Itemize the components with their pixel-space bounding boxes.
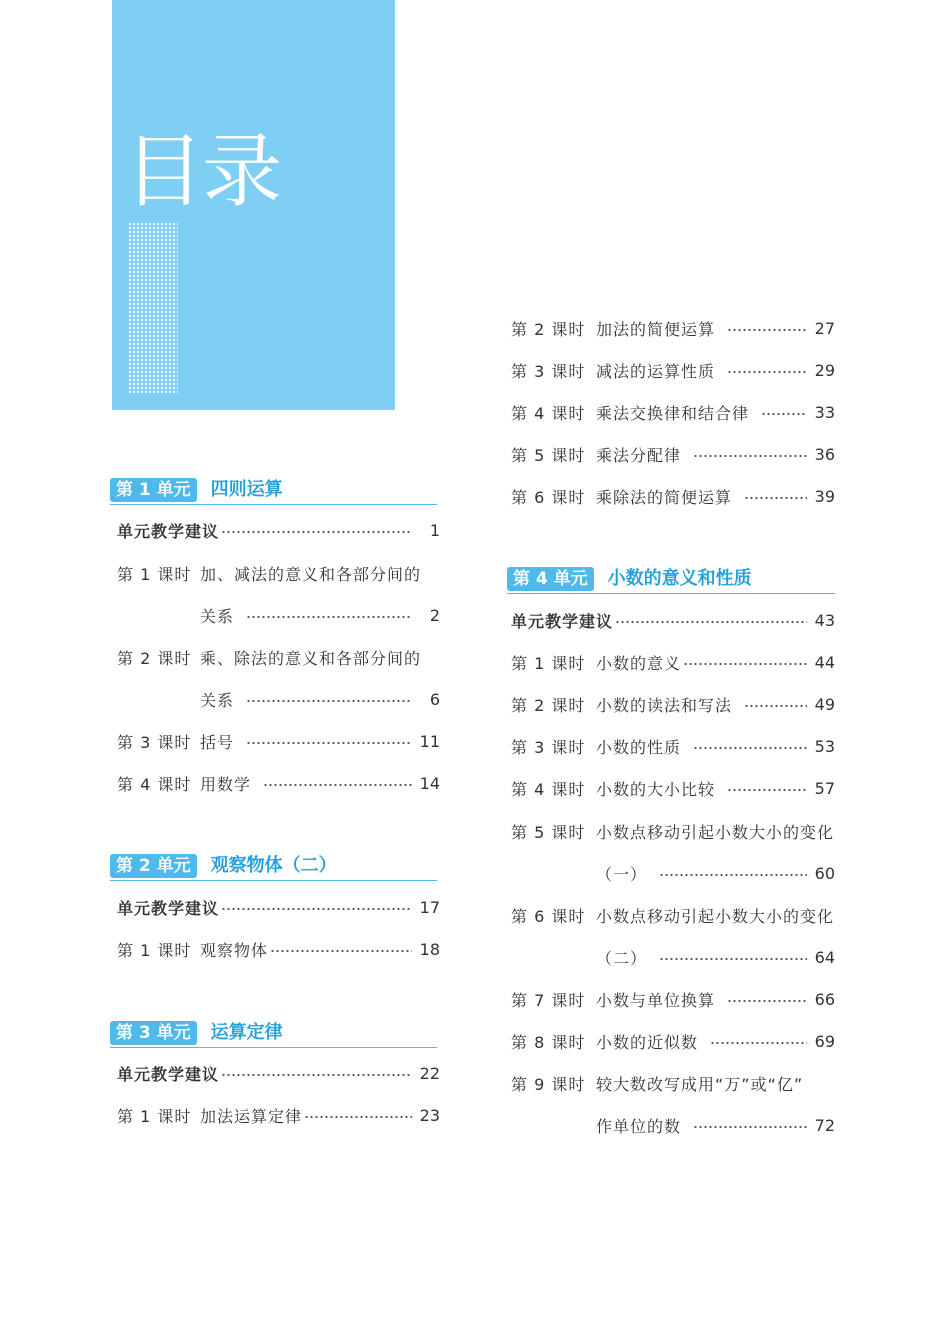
entry-label: 单元教学建议 — [117, 1064, 220, 1084]
lesson-title: 加法的简便运算 — [596, 319, 716, 339]
dot-leader — [744, 704, 807, 708]
page-number: 14 — [419, 773, 440, 793]
entry-label: 单元教学建议 — [117, 521, 220, 541]
unit-3-name: 运算定律 — [210, 1022, 283, 1043]
page-number: 72 — [814, 1115, 835, 1135]
lesson-label: 第 1 课时 — [117, 1106, 192, 1126]
lesson-label: 第 4 课时 — [511, 403, 586, 423]
unit-1-name: 四则运算 — [210, 479, 283, 500]
unit-2-name: 观察物体（二） — [210, 855, 337, 876]
lesson-label: 第 8 课时 — [511, 1032, 586, 1052]
toc-entry-unit3-lesson1 — [117, 1100, 440, 1130]
unit-1-header — [110, 478, 437, 505]
toc-entry-unit1-lesson4 — [117, 768, 440, 798]
lesson-label: 第 5 课时 — [511, 445, 586, 465]
dot-leader — [221, 1073, 412, 1077]
lesson-title: 括号 — [200, 732, 235, 752]
page-number: 2 — [429, 605, 440, 625]
dot-leader — [246, 699, 412, 703]
dot-leader — [246, 741, 412, 745]
page-number: 23 — [419, 1105, 440, 1125]
toc-entry-unit4-lesson6-cont — [511, 942, 835, 972]
lesson-label: 第 1 课时 — [511, 653, 586, 673]
lesson-title: 小数与单位换算 — [596, 990, 716, 1010]
lesson-label: 第 2 课时 — [117, 648, 192, 668]
dot-leader — [727, 370, 807, 374]
lesson-title: 小数的大小比较 — [596, 779, 716, 799]
lesson-label: 第 2 课时 — [511, 695, 586, 715]
lesson-title: 加、减法的意义和各部分间的 — [200, 564, 422, 584]
dot-leader — [727, 999, 807, 1003]
dot-leader — [744, 496, 807, 500]
toc-entry-unit1-lesson3 — [117, 726, 440, 756]
lesson-label: 第 4 课时 — [511, 779, 586, 799]
page-number: 27 — [814, 318, 835, 338]
toc-entry-unit1-lesson2-cont — [117, 684, 440, 714]
lesson-title: 小数的读法和写法 — [596, 695, 733, 715]
lesson-title: 用数学 — [200, 774, 252, 794]
lesson-title: 小数的近似数 — [596, 1032, 699, 1052]
lesson-label: 第 6 课时 — [511, 906, 586, 926]
page-number: 33 — [814, 402, 835, 422]
lesson-title-continued: （二） — [596, 948, 648, 968]
page-number: 17 — [419, 897, 440, 917]
dot-leader — [693, 746, 807, 750]
page-number: 6 — [429, 689, 440, 709]
page-number: 18 — [419, 939, 440, 959]
lesson-title: 减法的运算性质 — [596, 361, 716, 381]
lesson-label: 第 2 课时 — [511, 319, 586, 339]
dot-leader — [615, 620, 807, 624]
dot-leader — [727, 328, 807, 332]
lesson-title-continued: （一） — [596, 864, 648, 884]
page-number: 64 — [814, 947, 835, 967]
toc-entry-unit3-lesson6 — [511, 481, 835, 511]
toc-entry-unit3-lesson5 — [511, 439, 835, 469]
toc-entry-unit4-lesson5-cont — [511, 858, 835, 888]
lesson-label: 第 3 课时 — [117, 732, 192, 752]
dot-leader — [761, 412, 807, 416]
entry-label: 单元教学建议 — [511, 611, 614, 631]
page-number: 29 — [814, 360, 835, 380]
unit-4-header — [507, 567, 835, 594]
lesson-title-continued: 关系 — [200, 606, 235, 626]
toc-entry-unit4-lesson7 — [511, 984, 835, 1014]
page-number: 36 — [814, 444, 835, 464]
toc-entry-unit4-advice — [511, 605, 835, 635]
lesson-label: 第 3 课时 — [511, 737, 586, 757]
page-title: 目录 — [124, 125, 280, 218]
unit-2-header — [110, 854, 437, 881]
dot-leader — [270, 949, 412, 953]
page-number: 57 — [814, 778, 835, 798]
toc-entry-unit4-lesson9 — [511, 1068, 835, 1098]
toc-entry-unit1-lesson2 — [117, 642, 440, 672]
dot-leader — [659, 873, 807, 877]
toc-entry-unit1-advice — [117, 515, 440, 545]
page-number: 43 — [814, 610, 835, 630]
lesson-label: 第 7 课时 — [511, 990, 586, 1010]
toc-entry-unit3-advice — [117, 1058, 440, 1088]
lesson-label: 第 6 课时 — [511, 487, 586, 507]
unit-3-badge: 第 3 单元 — [110, 1021, 197, 1045]
unit-4-badge: 第 4 单元 — [507, 567, 594, 591]
lesson-title: 较大数改写成用“万”或“亿” — [596, 1074, 804, 1094]
unit-3-header — [110, 1021, 437, 1048]
entry-label: 单元教学建议 — [117, 898, 220, 918]
toc-entry-unit4-lesson9-cont — [511, 1110, 835, 1140]
page-number: 11 — [419, 731, 440, 751]
dot-leader — [693, 454, 807, 458]
page-number: 53 — [814, 736, 835, 756]
toc-entry-unit3-lesson4 — [511, 397, 835, 427]
page-number: 66 — [814, 989, 835, 1009]
unit-4-name: 小数的意义和性质 — [607, 568, 752, 589]
lesson-label: 第 5 课时 — [511, 822, 586, 842]
toc-entry-unit4-lesson8 — [511, 1026, 835, 1056]
page-number: 22 — [419, 1063, 440, 1083]
title-panel — [112, 0, 395, 410]
toc-entry-unit3-lesson3 — [511, 355, 835, 385]
lesson-title: 小数的意义 — [596, 653, 682, 673]
page-number: 49 — [814, 694, 835, 714]
toc-entry-unit2-advice — [117, 892, 440, 922]
lesson-title-continued: 关系 — [200, 690, 235, 710]
dot-leader — [683, 662, 807, 666]
toc-entry-unit4-lesson1 — [511, 647, 835, 677]
dot-leader — [221, 530, 412, 534]
page-number: 44 — [814, 652, 835, 672]
page-number: 60 — [814, 863, 835, 883]
decorative-dot-grid — [128, 222, 178, 394]
lesson-title: 乘、除法的意义和各部分间的 — [200, 648, 422, 668]
page-number: 39 — [814, 486, 835, 506]
toc-entry-unit4-lesson2 — [511, 689, 835, 719]
unit-2-badge: 第 2 单元 — [110, 854, 197, 878]
lesson-title: 小数点移动引起小数大小的变化 — [596, 822, 835, 842]
lesson-title: 小数的性质 — [596, 737, 682, 757]
lesson-label: 第 3 课时 — [511, 361, 586, 381]
lesson-title: 乘法分配律 — [596, 445, 682, 465]
lesson-label: 第 1 课时 — [117, 564, 192, 584]
lesson-label: 第 4 课时 — [117, 774, 192, 794]
dot-leader — [304, 1115, 412, 1119]
lesson-label: 第 9 课时 — [511, 1074, 586, 1094]
unit-1-badge: 第 1 单元 — [110, 478, 197, 502]
toc-entry-unit4-lesson6 — [511, 900, 835, 930]
toc-entry-unit3-lesson2 — [511, 313, 835, 343]
dot-leader — [693, 1125, 807, 1129]
dot-leader — [710, 1041, 807, 1045]
toc-entry-unit4-lesson3 — [511, 731, 835, 761]
page-number: 69 — [814, 1031, 835, 1051]
dot-leader — [221, 907, 412, 911]
dot-leader — [263, 783, 412, 787]
dot-leader — [727, 788, 807, 792]
dot-leader — [246, 615, 412, 619]
toc-entry-unit4-lesson5 — [511, 816, 835, 846]
lesson-title-continued: 作单位的数 — [596, 1116, 682, 1136]
lesson-title: 加法运算定律 — [200, 1106, 303, 1126]
lesson-title: 乘除法的简便运算 — [596, 487, 733, 507]
toc-entry-unit4-lesson4 — [511, 773, 835, 803]
page-number: 1 — [429, 520, 440, 540]
toc-entry-unit1-lesson1-cont — [117, 600, 440, 630]
lesson-title: 观察物体 — [200, 940, 269, 960]
lesson-title: 乘法交换律和结合律 — [596, 403, 750, 423]
lesson-label: 第 1 课时 — [117, 940, 192, 960]
toc-entry-unit2-lesson1 — [117, 934, 440, 964]
toc-entry-unit1-lesson1 — [117, 558, 440, 588]
dot-leader — [659, 957, 807, 961]
lesson-title: 小数点移动引起小数大小的变化 — [596, 906, 835, 926]
